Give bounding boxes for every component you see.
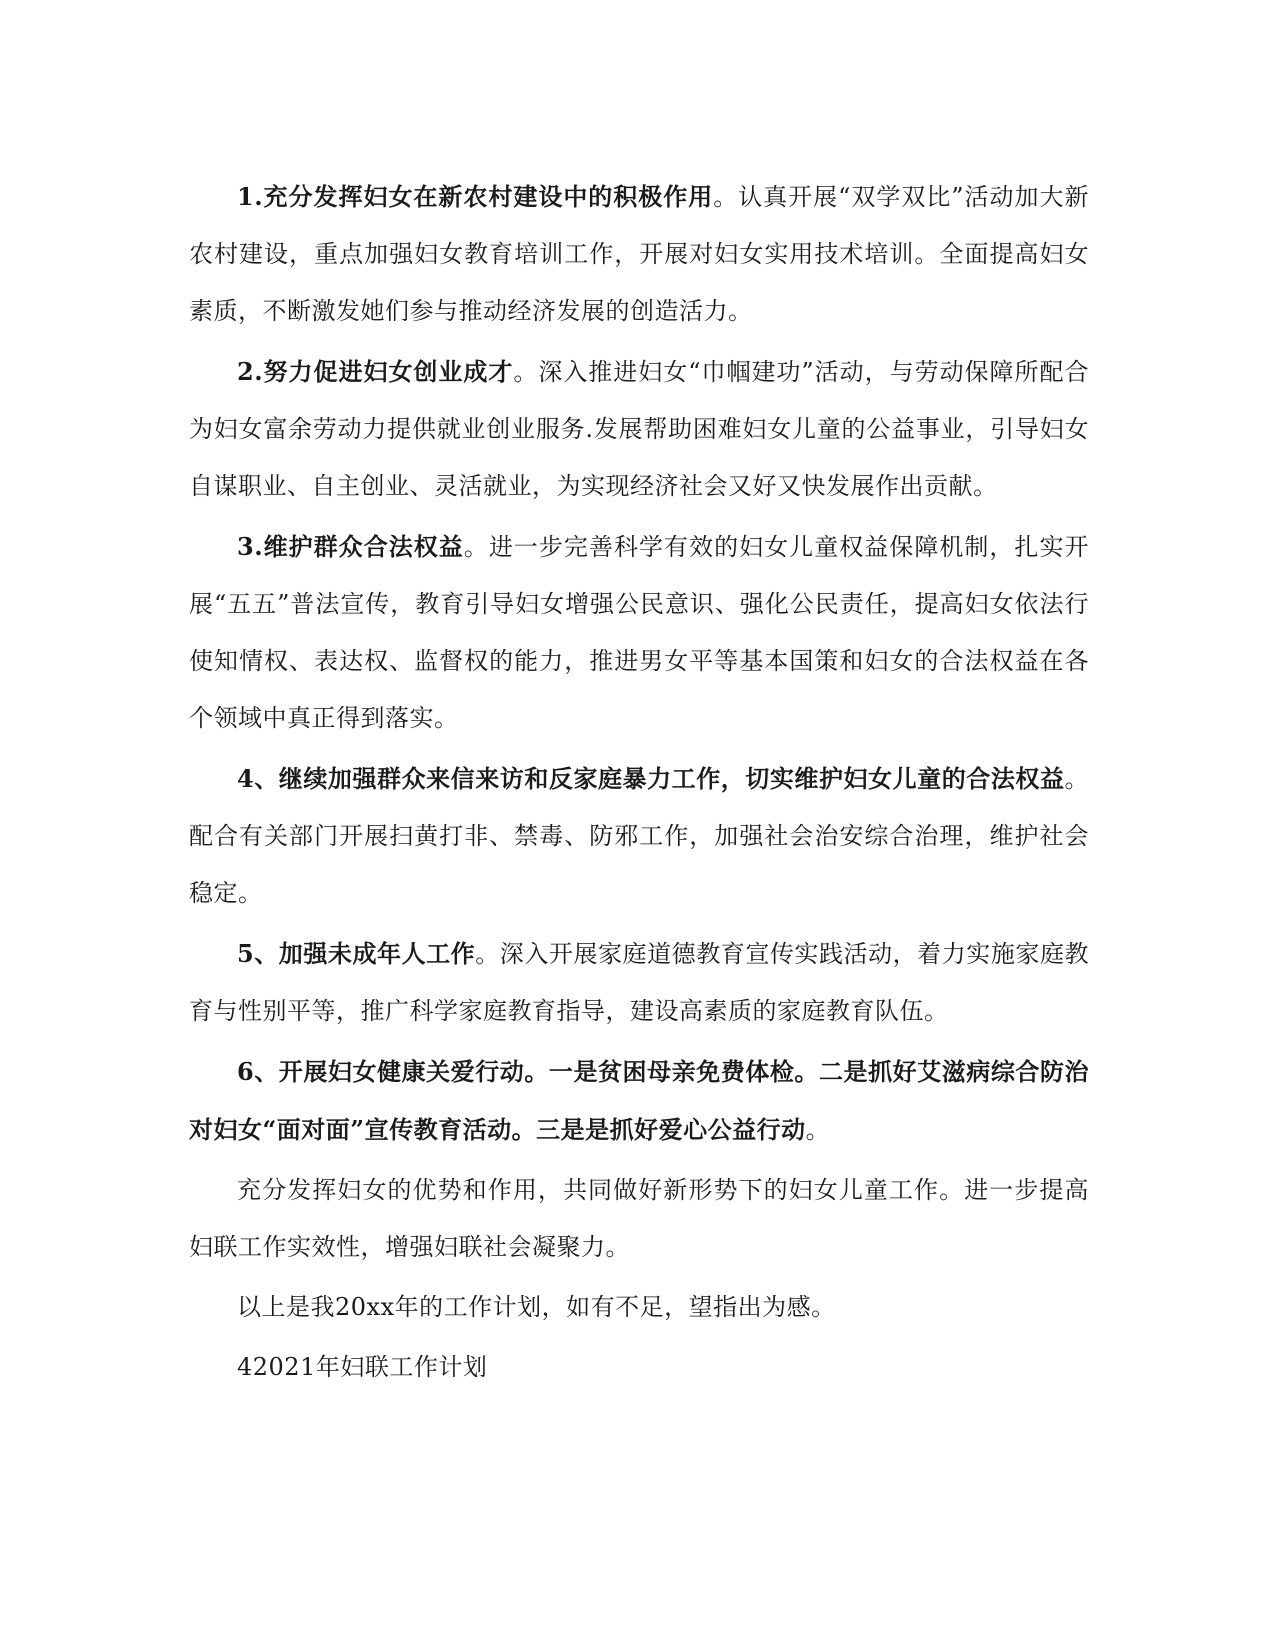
paragraph-5 — [189, 925, 1089, 1040]
paragraph-5-heading: 5、加强未成年人工作 — [237, 939, 476, 968]
next-section-title-text: 42021年妇联工作计划 — [237, 1353, 488, 1381]
paragraph-closing — [189, 1279, 1089, 1336]
paragraph-summary — [189, 1162, 1089, 1276]
document-page — [189, 168, 1089, 1399]
paragraph-3-body: 。进一步完善科学有效的妇女儿童权益保障机制，扎实开展“五五”普法宣传，教育引导妇女增强公民意识、强化公民责任，提高妇女依法行使知情权、表达权、监督权的能力，推进男女平等基本国策和妇女的合法权益在各个领域中真正得到落实。 — [189, 533, 1089, 732]
paragraph-6 — [189, 1043, 1089, 1159]
paragraph-6-body: 。 — [805, 1116, 831, 1144]
paragraph-4-body: 。配合有关部门开展扫黄打非、禁毒、防邪工作，加强社会治安综合治理，维护社会稳定。 — [189, 765, 1089, 907]
next-section-title — [189, 1339, 1089, 1396]
paragraph-1 — [189, 168, 1089, 340]
paragraph-1-heading: 1.充分发挥妇女在新农村建设中的积极作用 — [237, 182, 714, 211]
paragraph-summary-body: 充分发挥妇女的优势和作用，共同做好新形势下的妇女儿童工作。进一步提高妇联工作实效性，增强妇联社会凝聚力。 — [189, 1176, 1089, 1261]
paragraph-closing-body: 以上是我20xx年的工作计划，如有不足，望指出为感。 — [237, 1293, 836, 1321]
paragraph-4 — [189, 750, 1089, 922]
paragraph-5-body: 。深入开展家庭道德教育宣传实践活动，着力实施家庭教育与性别平等，推广科学家庭教育指导，建设高素质的家庭教育队伍。 — [189, 940, 1090, 1025]
paragraph-3 — [189, 518, 1089, 747]
paragraph-2 — [189, 343, 1089, 515]
paragraph-2-body: 。深入推进妇女“巾帼建功”活动，与劳动保障所配合为妇女富余劳动力提供就业创业服务.发展帮助困难妇女儿童的公益事业，引导妇女自谋职业、自主创业、灵活就业，为实现经济社会又好又快发展作出贡献。 — [189, 358, 1089, 500]
paragraph-3-heading: 3.维护群众合法权益 — [237, 532, 464, 561]
paragraph-1-body: 。认真开展“双学双比”活动加大新农村建设，重点加强妇女教育培训工作，开展对妇女实用技术培训。全面提高妇女素质，不断激发她们参与推动经济发展的创造活力。 — [189, 183, 1089, 325]
paragraph-6-heading: 6、开展妇女健康关爱行动。一是贫困母亲免费体检。二是抓好艾滋病综合防治对妇女“面对面”宣传教育活动。三是是抓好爱心公益行动 — [189, 1057, 1089, 1144]
paragraph-4-heading: 4、继续加强群众来信来访和反家庭暴力工作，切实维护妇女儿童的合法权益 — [237, 764, 1065, 793]
paragraph-2-heading: 2.努力促进妇女创业成才 — [237, 357, 514, 386]
